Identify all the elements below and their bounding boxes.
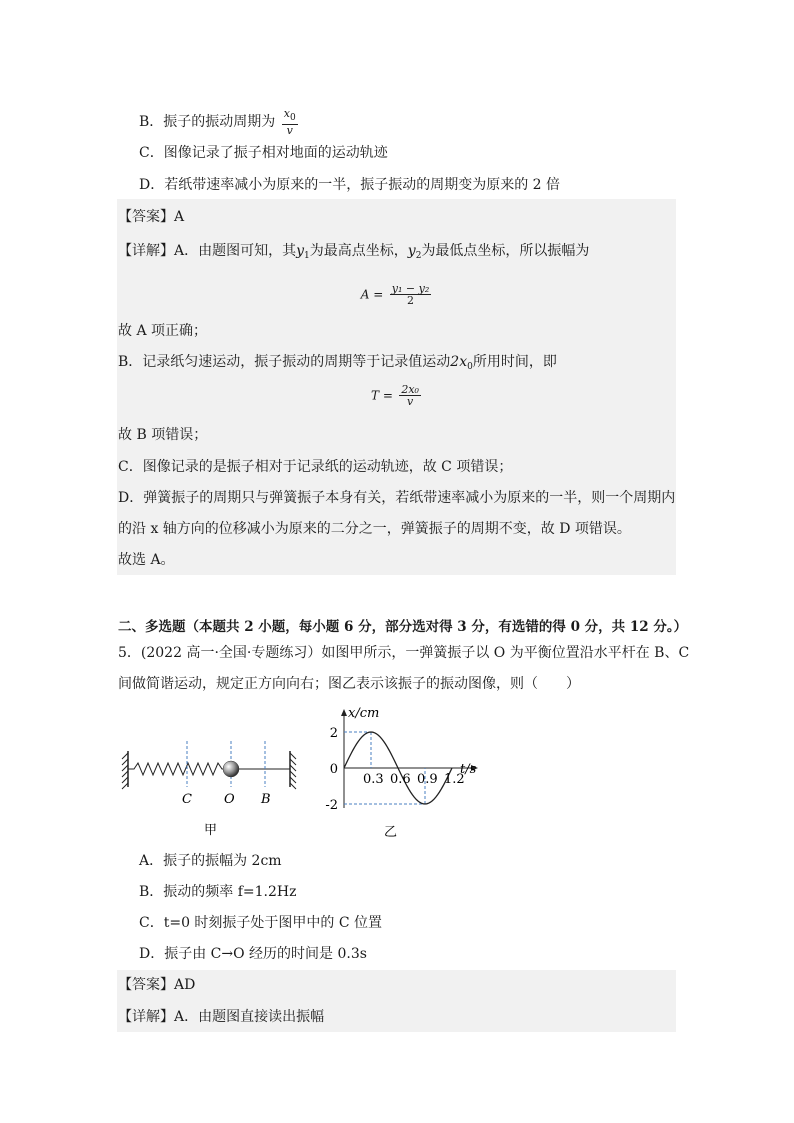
q4-option-c: C．图像记录了振子相对地面的运动轨迹 (139, 145, 388, 161)
oscillator-ball (223, 761, 239, 777)
x-tick-label: 0.6 (390, 772, 411, 787)
y-tick-label: 2 (329, 726, 338, 741)
q5-stem-1: 5．(2022 高一·全国·专题练习）如图甲所示，一弹簧振子以 O 为平衡位置沿水平杆在 B、C (118, 645, 690, 661)
q4-option-b: B．振子的振动周期为 $\frac{x_0}{v}$ (139, 107, 296, 137)
q4-detail-d-2: 的沿 x 轴方向的位移减小为原来的二分之一，弹簧振子的周期不变，故 D 项错误。 (118, 521, 631, 537)
q4-option-d: D．若纸带速率减小为原来的一半，振子振动的周期变为原来的 2 倍 (139, 177, 561, 193)
label-o: O (224, 792, 235, 807)
formula-period: T = $\frac{\text{2x₀}}{v}$ (371, 383, 419, 408)
y-axis-arrow (341, 709, 347, 716)
q4-conclusion-a: 故 A 项正确； (118, 323, 208, 339)
caption-yi: 乙 (384, 825, 398, 840)
label-c: C (182, 792, 192, 807)
q5-option-d: D．振子由 C→O 经历的时间是 0.3s (139, 946, 367, 962)
q5-detail: 【详解】A．由题图直接读出振幅 (118, 1009, 325, 1025)
q4-detail-a: 【详解】A．由题图可知，其$y_1$为最高点坐标，$y_2$为最低点坐标，所以振幅为 (118, 243, 590, 261)
y-tick-label: -2 (325, 798, 338, 813)
q4-detail-b: B．记录纸匀速运动，振子振动的周期等于记录值运动$2x_0$所用时间，即 (118, 354, 557, 372)
section-heading: 二、多选题（本题共 2 小题，每小题 6 分，部分选对得 3 分，有选错的得 0 分，共 12 分。） (118, 619, 688, 635)
period-fraction: $\frac{x_0}{v}$ (283, 107, 296, 137)
y-tick-label: 0 (329, 762, 338, 777)
q4-conclusion-b: 故 B 项错误； (118, 427, 208, 443)
q4-detail-c: C．图像记录的是振子相对于记录纸的运动轨迹，故 C 项错误； (118, 459, 513, 475)
q5-option-a: A．振子的振幅为 2cm (139, 853, 282, 869)
q4-answer: 【答案】A (118, 209, 185, 225)
x-axis-label: t/s (460, 762, 477, 777)
x-tick-label: 0.9 (417, 772, 438, 787)
q5-option-c: C．t=0 时刻振子处于图甲中的 C 位置 (139, 915, 383, 931)
x-tick-label: 0.3 (363, 772, 384, 787)
figure-vibration-graph (322, 703, 492, 843)
formula-amplitude: A = $\frac{\text{y₁ − y₂}}{2}$ (360, 282, 430, 307)
y-axis-label: x/cm (348, 706, 380, 721)
q4-final-answer: 故选 A。 (118, 552, 175, 568)
q5-answer: 【答案】AD (118, 977, 196, 993)
label-b: B (261, 792, 271, 807)
spring (128, 763, 224, 775)
figure-spring-oscillator (120, 735, 310, 845)
q5-option-b: B．振动的频率 f=1.2Hz (139, 884, 297, 900)
caption-jia: 甲 (204, 823, 218, 838)
q4-detail-d-1: D．弹簧振子的周期只与弹簧振子本身有关，若纸带速率减小为原来的一半，则一个周期内 (118, 490, 676, 506)
x-tick-label: 1.2 (444, 772, 465, 787)
q5-stem-2: 间做简谐运动，规定正方向向右；图乙表示该振子的振动图像，则（ ） (118, 676, 580, 692)
